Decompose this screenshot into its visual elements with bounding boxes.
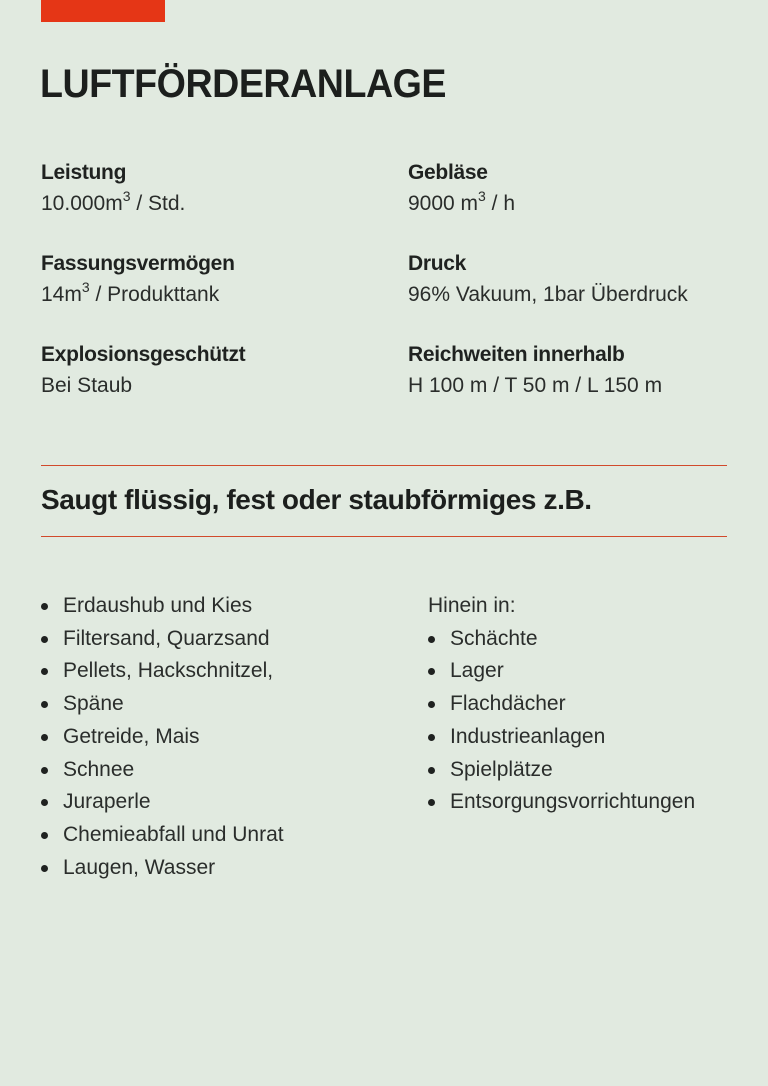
spec-grid <box>41 158 731 403</box>
bullet-icon <box>428 636 435 643</box>
list-item: Chemieabfall und Unrat <box>41 819 284 852</box>
spec-label: Druck <box>408 252 467 275</box>
destinations-list <box>428 623 695 819</box>
list-item: Flachdächer <box>428 688 695 721</box>
spec-value: H 100 m / T 50 m / L 150 m <box>408 374 663 397</box>
list-item: Lager <box>428 655 695 688</box>
spec-item <box>408 158 731 221</box>
spec-label: Fassungsvermögen <box>41 252 235 275</box>
spec-item <box>41 158 408 221</box>
spec-value: $10.000m^3$ / Std. <box>41 188 186 215</box>
bullet-icon <box>41 734 48 741</box>
list-item: Getreide, Mais <box>41 721 284 754</box>
divider-bottom <box>41 536 727 537</box>
spec-item <box>41 340 408 403</box>
destinations-block <box>428 590 695 819</box>
list-item: Spielplätze <box>428 754 695 787</box>
list-item: Entsorgungsvorrichtungen <box>428 786 695 819</box>
bullet-icon <box>428 668 435 675</box>
list-item: Erdaushub und Kies <box>41 590 284 623</box>
spec-label: Explosionsgeschützt <box>41 343 246 366</box>
list-item: Filtersand, Quarzsand <box>41 623 284 656</box>
bullet-icon <box>41 799 48 806</box>
spec-label: Leistung <box>41 161 127 184</box>
bullet-icon <box>41 832 48 839</box>
bullet-icon <box>428 799 435 806</box>
list-item: Industrieanlagen <box>428 721 695 754</box>
bullet-icon <box>428 767 435 774</box>
spec-value: $14m^3$ / Produkttank <box>41 279 220 306</box>
spec-value: 96% Vakuum, 1bar Überdruck <box>408 283 688 306</box>
bullet-icon <box>41 668 48 675</box>
spec-item <box>41 249 408 312</box>
bullet-icon <box>428 734 435 741</box>
spec-item <box>408 340 731 403</box>
bullet-icon <box>41 865 48 872</box>
materials-list <box>41 590 284 884</box>
accent-bar <box>41 0 165 22</box>
bullet-icon <box>41 636 48 643</box>
list-item: Schnee <box>41 754 284 787</box>
divider-top <box>41 465 727 466</box>
bullet-icon <box>41 603 48 610</box>
list-item: Späne <box>41 688 284 721</box>
spec-value: Bei Staub <box>41 374 133 397</box>
bullet-icon <box>428 701 435 708</box>
destinations-intro: Hinein in: <box>428 594 516 617</box>
page-title: LUFTFÖRDERANLAGE <box>40 62 447 106</box>
spec-label: Reichweiten innerhalb <box>408 343 625 366</box>
bullet-icon <box>41 701 48 708</box>
list-item: Juraperle <box>41 786 284 819</box>
spec-value: 9000 $m^3$ / h <box>408 188 516 215</box>
list-item: Pellets, Hackschnitzel, <box>41 655 284 688</box>
spec-label: Gebläse <box>408 161 488 184</box>
spec-item <box>408 249 731 312</box>
list-item: Schächte <box>428 623 695 656</box>
section-subtitle: Saugt flüssig, fest oder staubförmiges z.B. <box>41 484 592 515</box>
bullet-icon <box>41 767 48 774</box>
list-item: Laugen, Wasser <box>41 852 284 885</box>
